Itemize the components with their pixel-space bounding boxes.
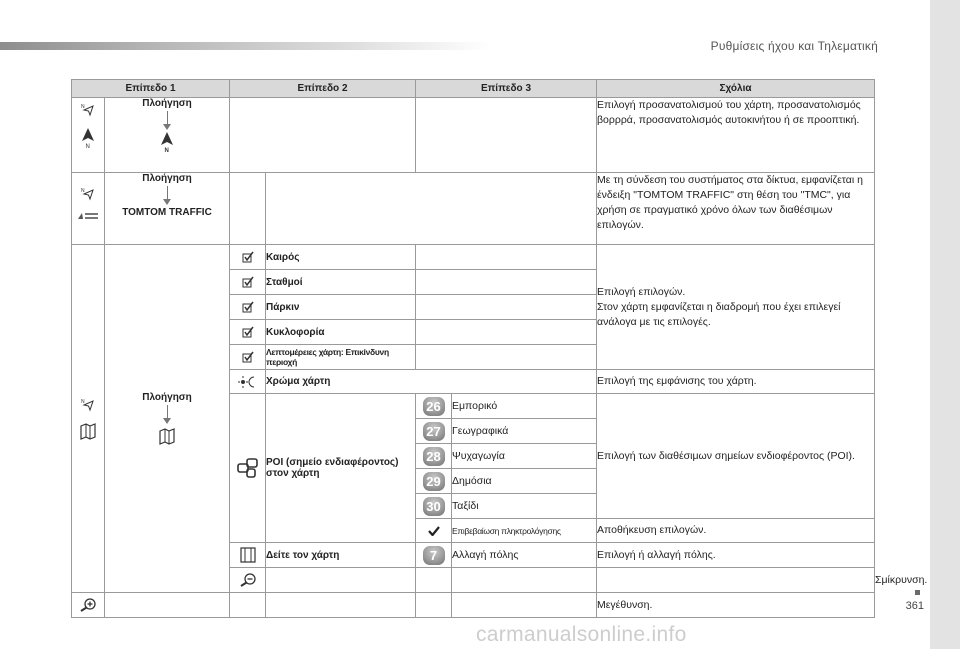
empty-cell: [266, 568, 416, 593]
svg-text:N: N: [164, 148, 169, 153]
confirm-label: Επιβεβαίωση πληκτρολόγησης: [452, 519, 597, 543]
comment-cell: Με τη σύνδεση του συστήματος στα δίκτυα, εμφανίζεται η ένδειξη "TOMTOM TRAFFIC" στη θέση του "TMC", για χρήση σε πραγματικό χρόνο όλων των διαθέσιμων επιλογών.: [597, 173, 875, 245]
page-side-strip: [930, 0, 960, 649]
empty-cell: [266, 593, 416, 618]
poi-item-travel: Ταξίδι: [452, 494, 597, 519]
compass-north-icon: [72, 127, 104, 149]
poi-badge-cell: [416, 494, 452, 519]
city-comment: Επιλογή ή αλλαγή πόλης.: [597, 543, 875, 568]
empty-cell: [416, 593, 452, 618]
empty-cell: [452, 568, 597, 593]
page-number: 361: [905, 600, 924, 612]
map-book-icon: [230, 543, 266, 568]
poi-badge-cell: [416, 419, 452, 444]
level1-label: Πλοήγηση: [142, 392, 192, 403]
compass-north-icon: [105, 131, 229, 153]
down-arrow-icon: [167, 405, 168, 419]
nav-arrow-icon: [72, 398, 104, 412]
comment-cell: Επιλογή προσανατολισμού του χάρτη, προσανατολισμός βορρρά, προσανατολισμός αυτοκινήτου ή σε προοπτική.: [597, 98, 875, 173]
page-marker: [915, 590, 920, 595]
table-row: [72, 173, 875, 245]
poi-badge-cell: [416, 469, 452, 494]
option-see-map: Δείτε τον χάρτη: [266, 543, 416, 568]
table-row: [72, 245, 875, 270]
icon-cell: [72, 173, 105, 245]
svg-text:N: N: [81, 188, 85, 194]
down-arrow-icon: [167, 186, 168, 200]
checkbox-icon: [230, 345, 266, 370]
level1-sub-label: TOMTOM TRAFFIC: [122, 207, 212, 218]
day-night-icon: [230, 370, 266, 394]
city-change-label: Αλλαγή πόλης: [452, 543, 597, 568]
svg-text:N: N: [85, 144, 90, 149]
zoom-in-icon: [72, 593, 105, 618]
header-level1: Επίπεδο 1: [72, 80, 230, 98]
table-row: Σμίκρυνση.: [72, 568, 875, 593]
option-danger-zones: Λεπτομέρειες χάρτη: Επικίνδυνη περιοχή: [266, 345, 416, 370]
checkbox-icon: [230, 270, 266, 295]
city-badge-cell: [416, 543, 452, 568]
poi-item-geographic: Γεωγραφικά: [452, 419, 597, 444]
poi-badge: 27: [423, 422, 445, 441]
map-color-comment: Επιλογή της εμφάνισης του χάρτη.: [597, 370, 875, 394]
poi-badge: 28: [423, 447, 445, 466]
poi-comment: Επιλογή των διαθέσιμων σημείων ενδιοφέροντος (POI).: [597, 394, 875, 519]
empty-cell: [416, 568, 452, 593]
empty-cell: [597, 568, 875, 593]
header-gradient-bar: [0, 42, 490, 50]
level1-cell: [105, 173, 230, 245]
table-header-row: [72, 80, 875, 98]
level1-label: Πλοήγηση: [142, 98, 192, 109]
poi-item-entertainment: Ψυχαγωγία: [452, 444, 597, 469]
poi-badge-cell: [416, 394, 452, 419]
svg-text:N: N: [81, 398, 85, 405]
empty-cell: [230, 173, 266, 245]
poi-badge: 30: [423, 497, 445, 516]
option-poi: POI (σημείο ενδιαφέροντος) στον χάρτη: [266, 394, 416, 543]
city-badge: 7: [423, 546, 445, 565]
table-row: [72, 98, 875, 173]
nav-arrow-icon: [72, 103, 104, 117]
level1-cell: [105, 98, 230, 173]
empty-cell: [105, 593, 230, 618]
poi-item-commercial: Εμπορικό: [452, 394, 597, 419]
header-level3: Επίπεδο 3: [416, 80, 597, 98]
option-map-color: Χρώμα χάρτη: [266, 370, 597, 394]
poi-badge: 29: [423, 472, 445, 491]
empty-cell: [452, 593, 597, 618]
zoom-out-icon: [230, 568, 266, 593]
svg-text:N: N: [81, 104, 85, 110]
poi-icon: [230, 394, 266, 543]
options-comment: Επιλογή επιλογών. Στον χάρτη εμφανίζεται η διαδρομή που έχει επιλεγεί ανάλογα με τις επιλογές.: [597, 245, 875, 370]
checkbox-icon: [230, 245, 266, 270]
empty-cell: [416, 345, 597, 370]
header-comments: Σχόλια: [597, 80, 875, 98]
page-header-title: Ρυθμίσεις ήχου και Τηλεματική: [710, 39, 878, 53]
empty-cell: [266, 173, 597, 245]
tomtom-traffic-icon: [72, 211, 104, 221]
empty-cell: [416, 295, 597, 320]
map-settings-icon: [72, 422, 104, 440]
option-weather: Καιρός: [266, 245, 416, 270]
checkmark-icon: [416, 519, 452, 543]
confirm-comment: Αποθήκευση επιλογών.: [597, 519, 875, 543]
nav-arrow-icon: [72, 187, 104, 201]
empty-cell: [230, 98, 416, 173]
level1-cell: [105, 245, 230, 593]
icon-cell: [72, 98, 105, 173]
empty-cell: [416, 270, 597, 295]
watermark: carmanualsonline.info: [476, 623, 687, 646]
empty-cell: [416, 98, 597, 173]
icon-cell: [72, 245, 105, 593]
poi-badge-cell: [416, 444, 452, 469]
level1-label: Πλοήγηση: [142, 173, 192, 184]
poi-badge: 26: [423, 397, 445, 416]
option-traffic: Κυκλοφορία: [266, 320, 416, 345]
checkbox-icon: [230, 295, 266, 320]
table-row: [72, 593, 875, 618]
down-arrow-icon: [167, 111, 168, 125]
checkbox-icon: [230, 320, 266, 345]
poi-item-public: Δημόσια: [452, 469, 597, 494]
empty-cell: [416, 320, 597, 345]
header-level2: Επίπεδο 2: [230, 80, 416, 98]
empty-cell: [416, 245, 597, 270]
zoom-in-comment: Μεγέθυνση.: [597, 593, 875, 618]
option-stations: Σταθμοί: [266, 270, 416, 295]
map-settings-icon: [105, 427, 229, 445]
option-parking: Πάρκιν: [266, 295, 416, 320]
empty-cell: [230, 593, 266, 618]
